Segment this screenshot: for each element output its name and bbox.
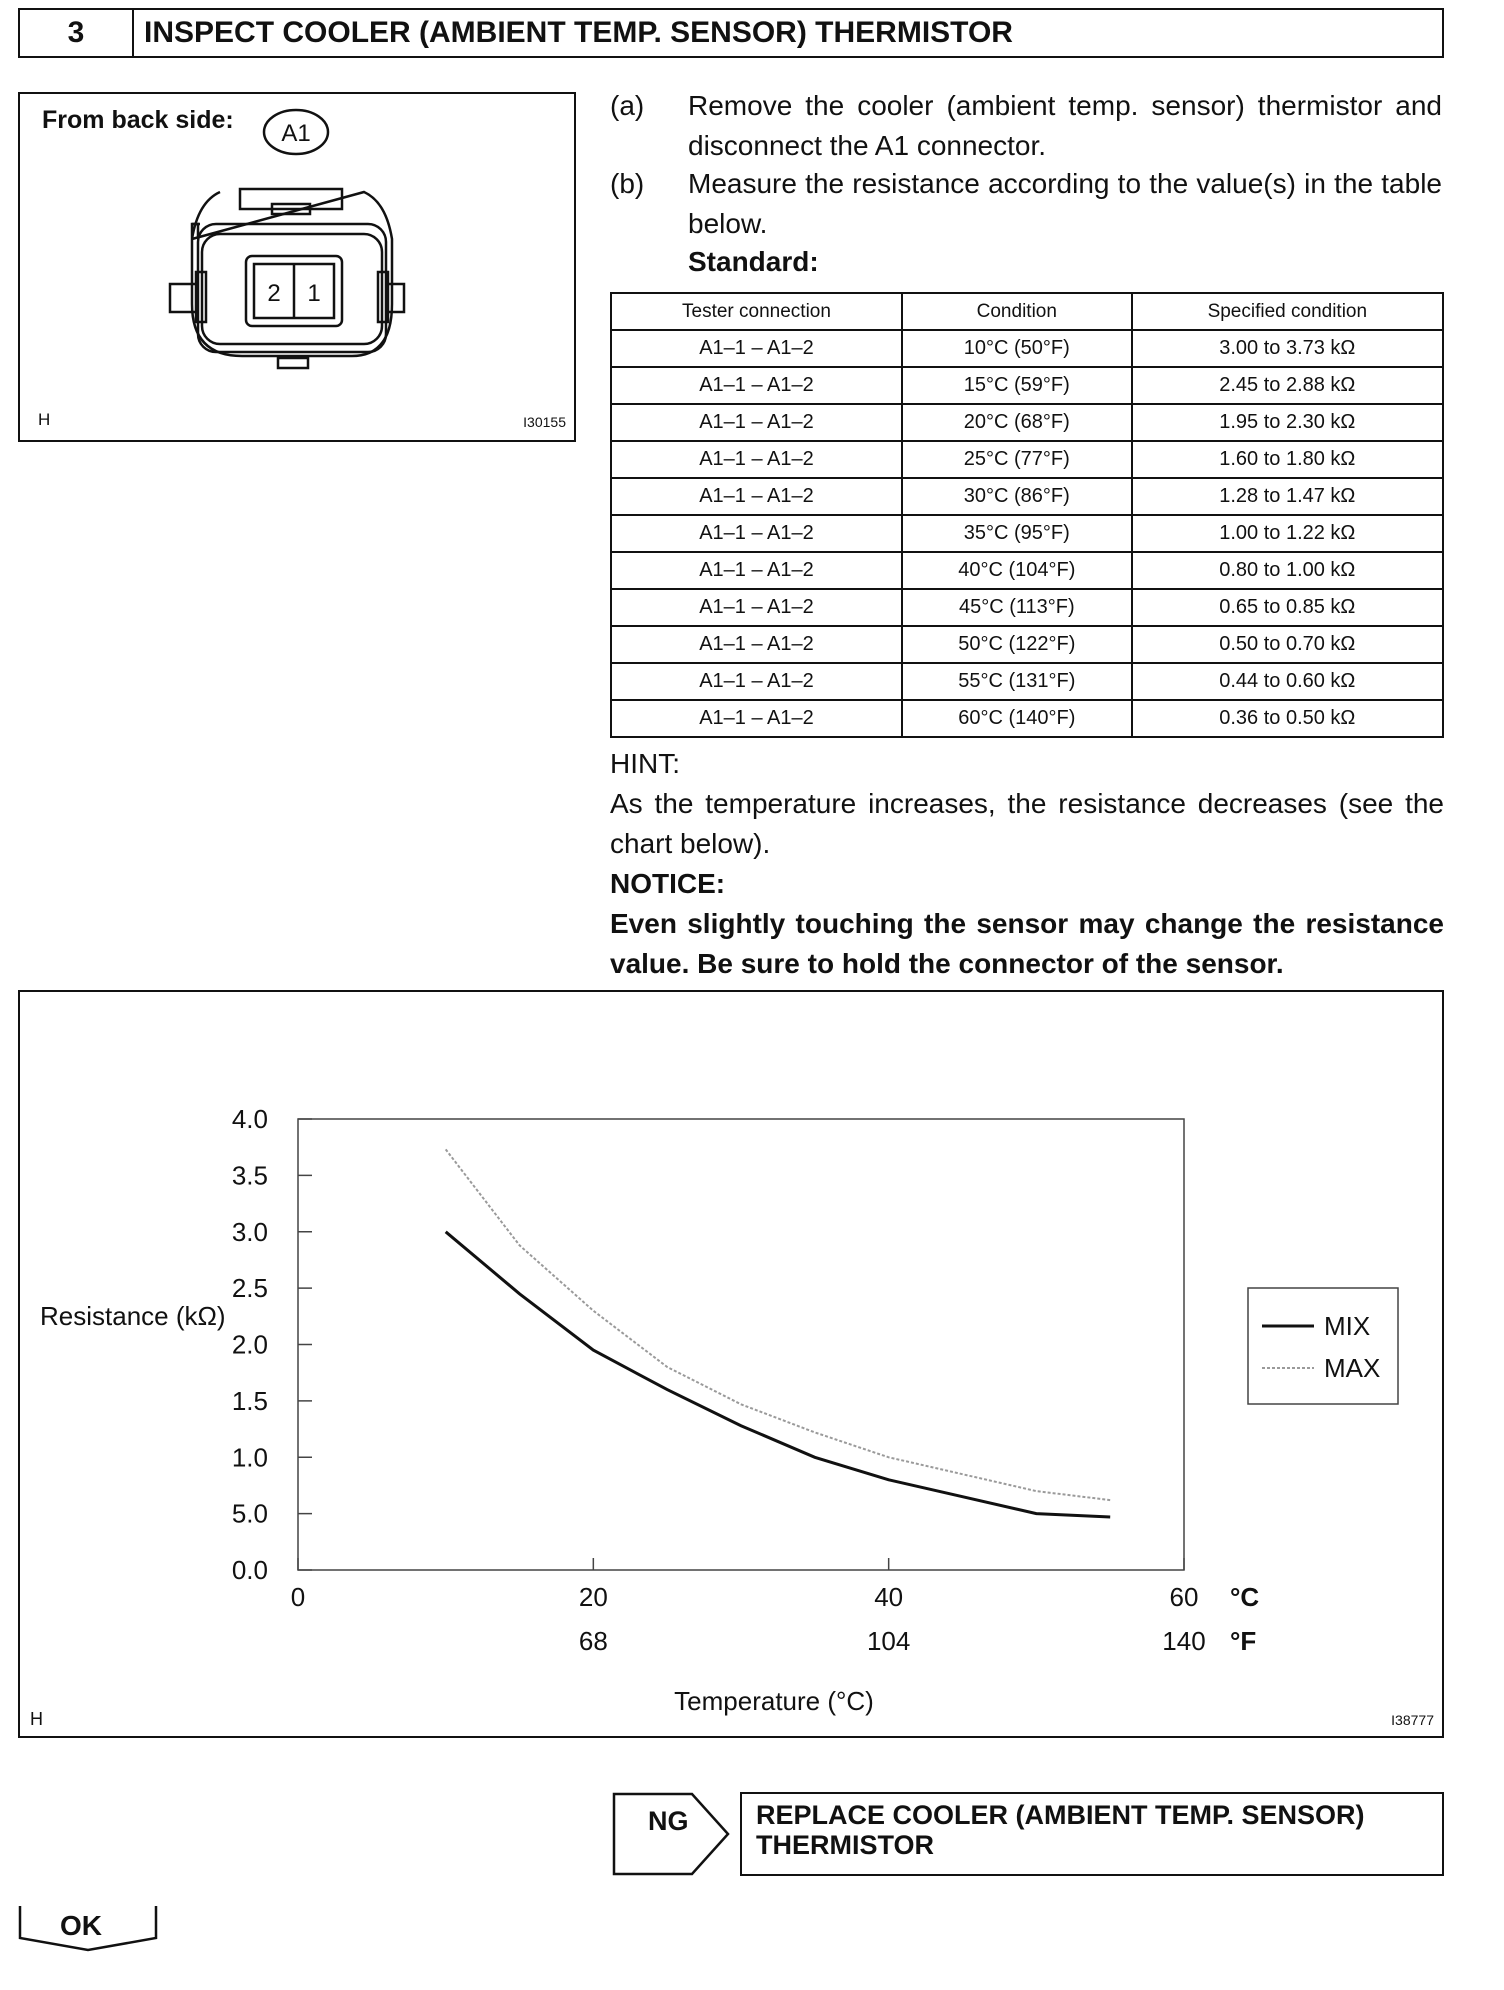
ok-label: OK bbox=[60, 1910, 102, 1941]
table-cell: 20°C (68°F) bbox=[902, 404, 1132, 441]
table-cell: A1–1 – A1–2 bbox=[611, 663, 902, 700]
table-cell: 3.00 to 3.73 kΩ bbox=[1132, 330, 1443, 367]
x-tick-label: 0 bbox=[290, 1582, 306, 1612]
table-row bbox=[611, 589, 1443, 626]
table-cell: A1–1 – A1–2 bbox=[611, 367, 902, 404]
table-cell: 25°C (77°F) bbox=[902, 441, 1132, 478]
step-text: Remove the cooler (ambient temp. sensor) thermistor and disconnect the A1 connector. bbox=[688, 90, 1442, 161]
legend-label: MIX bbox=[1324, 1311, 1371, 1341]
table-row bbox=[611, 478, 1443, 515]
spec-table bbox=[610, 292, 1444, 738]
connector-id: A1 bbox=[281, 120, 311, 147]
figure-corner-mark: H bbox=[30, 1709, 43, 1729]
column-header: Specified condition bbox=[1132, 293, 1443, 330]
resistance-chart-figure bbox=[18, 990, 1444, 1738]
step-number: 3 bbox=[20, 10, 134, 56]
notice-label: NOTICE: bbox=[610, 868, 726, 899]
table-cell: 1.28 to 1.47 kΩ bbox=[1132, 478, 1443, 515]
x-tick-label: 60 bbox=[1169, 1582, 1199, 1612]
section-header bbox=[18, 8, 1444, 58]
ng-label: NG bbox=[648, 1806, 689, 1836]
hint-text: As the temperature increases, the resistance decreases (see the chart below). bbox=[610, 788, 1444, 859]
step-text: Measure the resistance according to the value(s) in the table below. bbox=[688, 168, 1442, 239]
connector-figure bbox=[18, 92, 576, 442]
x-tick-label-f: 68 bbox=[578, 1626, 608, 1656]
table-cell: 10°C (50°F) bbox=[902, 330, 1132, 367]
step-key: (a) bbox=[610, 90, 645, 121]
table-cell: 30°C (86°F) bbox=[902, 478, 1132, 515]
y-axis-label: Resistance (kΩ) bbox=[40, 1301, 226, 1331]
table-header-row bbox=[611, 293, 1443, 330]
x-tick-label-f: 104 bbox=[866, 1626, 911, 1656]
column-header: Condition bbox=[902, 293, 1132, 330]
y-tick-label: 3.5 bbox=[231, 1160, 268, 1191]
table-cell: 1.60 to 1.80 kΩ bbox=[1132, 441, 1443, 478]
table-cell: 35°C (95°F) bbox=[902, 515, 1132, 552]
table-cell: 40°C (104°F) bbox=[902, 552, 1132, 589]
x-tick-label: 20 bbox=[578, 1582, 608, 1612]
pin-label: 1 bbox=[307, 280, 321, 307]
table-cell: 1.95 to 2.30 kΩ bbox=[1132, 404, 1443, 441]
series-line-mix bbox=[446, 1232, 1110, 1517]
table-cell: 0.36 to 0.50 kΩ bbox=[1132, 700, 1443, 737]
x-unit-c: °C bbox=[1230, 1582, 1260, 1612]
table-cell: 2.45 to 2.88 kΩ bbox=[1132, 367, 1443, 404]
notice-text: Even slightly touching the sensor may change the resistance value. Be sure to hold the connector of the sensor. bbox=[610, 908, 1444, 979]
table-row bbox=[611, 330, 1443, 367]
table-row bbox=[611, 552, 1443, 589]
table-cell: 15°C (59°F) bbox=[902, 367, 1132, 404]
series-line-max bbox=[446, 1149, 1110, 1500]
x-unit-f: °F bbox=[1230, 1626, 1257, 1656]
table-cell: A1–1 – A1–2 bbox=[611, 404, 902, 441]
y-tick-label: 2.5 bbox=[231, 1273, 268, 1304]
table-row bbox=[611, 663, 1443, 700]
table-cell: 55°C (131°F) bbox=[902, 663, 1132, 700]
y-tick-label: 0.0 bbox=[231, 1555, 268, 1585]
connector-drawing bbox=[20, 94, 574, 440]
table-cell: A1–1 – A1–2 bbox=[611, 478, 902, 515]
y-tick-label: 2.0 bbox=[231, 1329, 268, 1360]
table-cell: A1–1 – A1–2 bbox=[611, 552, 902, 589]
table-cell: 45°C (113°F) bbox=[902, 589, 1132, 626]
ng-action-box bbox=[740, 1792, 1444, 1876]
table-row bbox=[611, 515, 1443, 552]
table-row bbox=[611, 367, 1443, 404]
step-key: (b) bbox=[610, 168, 645, 199]
table-cell: 1.00 to 1.22 kΩ bbox=[1132, 515, 1443, 552]
figure-view-label: From back side: bbox=[42, 106, 234, 134]
table-cell: 0.50 to 0.70 kΩ bbox=[1132, 626, 1443, 663]
table-cell: 0.80 to 1.00 kΩ bbox=[1132, 552, 1443, 589]
pin-label: 2 bbox=[267, 280, 281, 307]
y-tick-label: 3.0 bbox=[231, 1216, 268, 1247]
ng-action-text: REPLACE COOLER (AMBIENT TEMP. SENSOR) THERMISTOR bbox=[756, 1800, 1365, 1860]
resistance-chart bbox=[20, 992, 1442, 1736]
table-row bbox=[611, 441, 1443, 478]
table-cell: A1–1 – A1–2 bbox=[611, 515, 902, 552]
table-cell: A1–1 – A1–2 bbox=[611, 626, 902, 663]
figure-corner-mark: H bbox=[38, 410, 51, 429]
standard-label: Standard: bbox=[688, 246, 819, 277]
y-tick-label: 5.0 bbox=[231, 1498, 268, 1529]
table-row bbox=[611, 700, 1443, 737]
x-tick-label: 40 bbox=[874, 1582, 904, 1612]
table-cell: A1–1 – A1–2 bbox=[611, 589, 902, 626]
y-tick-label: 4.0 bbox=[231, 1104, 268, 1134]
table-row bbox=[611, 404, 1443, 441]
y-tick-label: 1.5 bbox=[231, 1385, 268, 1416]
y-tick-label: 1.0 bbox=[231, 1442, 268, 1473]
figure-code: I30155 bbox=[523, 414, 566, 430]
table-cell: A1–1 – A1–2 bbox=[611, 441, 902, 478]
table-row bbox=[611, 626, 1443, 663]
table-cell: 0.65 to 0.85 kΩ bbox=[1132, 589, 1443, 626]
section-title: INSPECT COOLER (AMBIENT TEMP. SENSOR) THERMISTOR bbox=[144, 16, 1013, 49]
table-cell: A1–1 – A1–2 bbox=[611, 330, 902, 367]
plot-frame bbox=[298, 1119, 1184, 1570]
hint-label: HINT: bbox=[610, 748, 680, 779]
table-cell: 60°C (140°F) bbox=[902, 700, 1132, 737]
legend-box bbox=[1248, 1288, 1398, 1404]
x-axis-label: Temperature (°C) bbox=[674, 1686, 874, 1716]
legend-label: MAX bbox=[1324, 1353, 1381, 1383]
table-cell: A1–1 – A1–2 bbox=[611, 700, 902, 737]
column-header: Tester connection bbox=[611, 293, 902, 330]
figure-code: I38777 bbox=[1391, 1712, 1434, 1728]
table-cell: 50°C (122°F) bbox=[902, 626, 1132, 663]
table-cell: 0.44 to 0.60 kΩ bbox=[1132, 663, 1443, 700]
x-tick-label-f: 140 bbox=[1162, 1626, 1206, 1656]
